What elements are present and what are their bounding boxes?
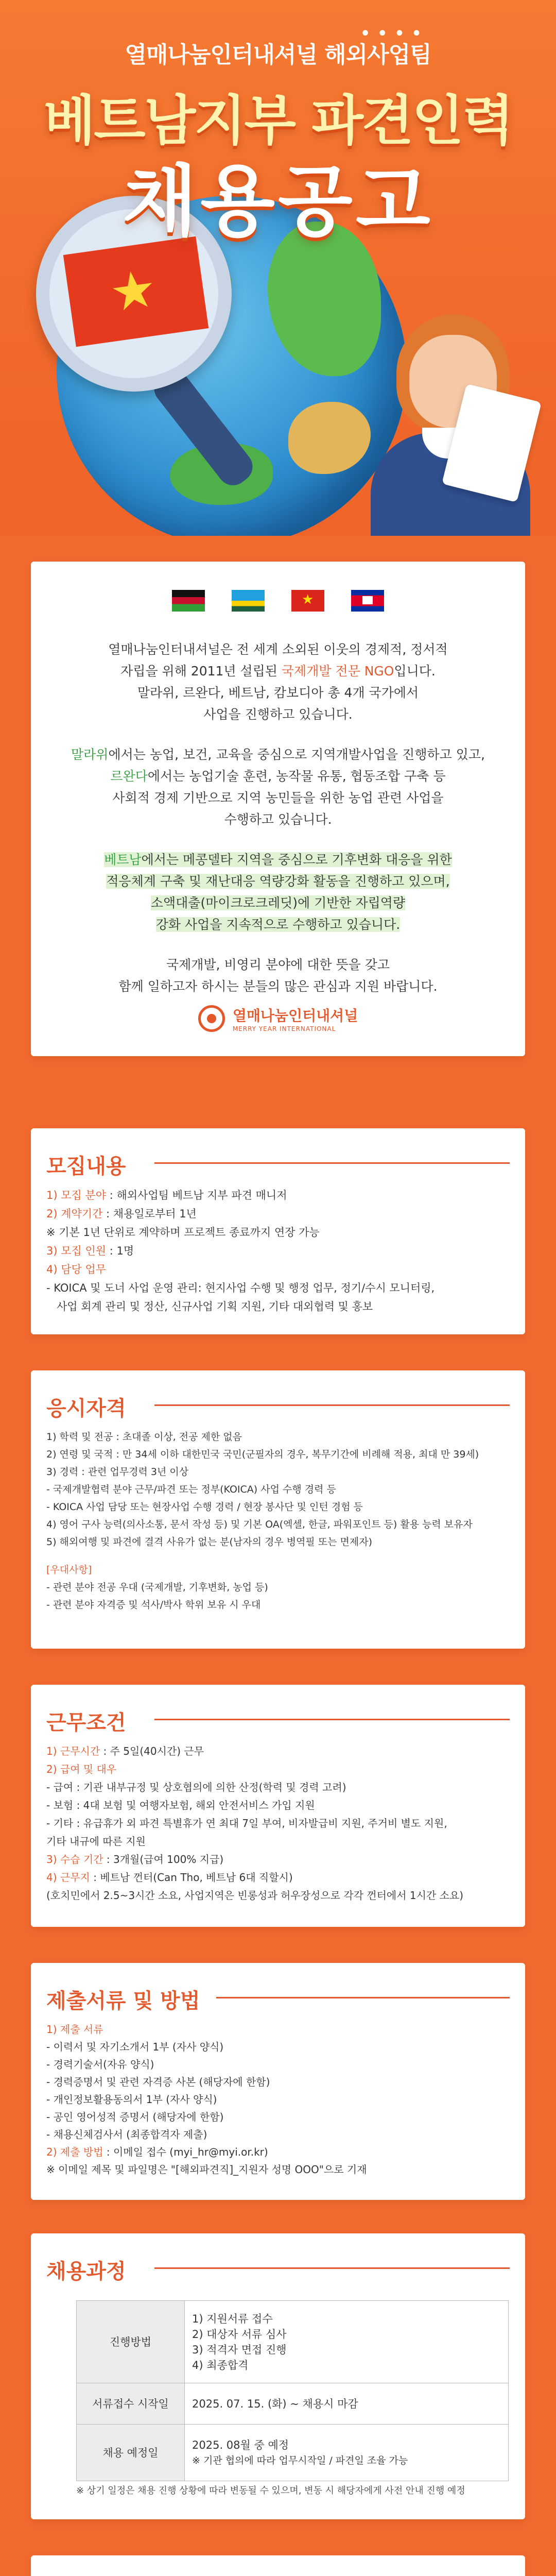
malawi-highlight: 말라위 (71, 747, 109, 762)
org-logo (31, 1005, 525, 1032)
intro-line: 수행하고 있습니다. (224, 812, 332, 827)
item-label: 3) 수습 기간 (46, 1853, 103, 1866)
table-cell (185, 2301, 509, 2383)
intro-line: 말라위, 르완다, 베트남, 캄보디아 총 4개 국가에서 (137, 685, 419, 700)
item-line: - 이력서 및 자기소개서 1부 (자사 양식) (46, 2041, 224, 2053)
item-label: 2) 제출 방법 (46, 2146, 103, 2158)
item-line: - 채용신체검사서 (최종합격자 제출) (46, 2128, 207, 2141)
item-line: - KOICA 사업 담당 또는 현장사업 수행 경력 / 현장 봉사단 및 인턴 경험 등 (46, 1501, 363, 1513)
intro-line: 자립을 위해 2011년 설립된 (120, 664, 282, 679)
item-label: 1) 제출 서류 (46, 2023, 103, 2036)
item-label: 2) 급여 및 대우 (46, 1763, 117, 1775)
country-flags (31, 590, 525, 612)
vietnam-flag-icon: ★ (63, 236, 209, 347)
item-label: 1) 모집 분야 (46, 1189, 107, 1201)
item-note: ※ 이메일 제목 및 파일명은 "[해외파견직]_지원자 성명 OOO"으로 기재 (46, 2163, 367, 2176)
item-label: 1) 근무시간 (46, 1745, 100, 1757)
item-label: 3) 모집 인원 (46, 1245, 107, 1257)
item-label: 2) 계약기간 (46, 1208, 103, 1220)
section-title: 제출서류 및 방법 (46, 1989, 200, 2013)
item-value: : 1명 (106, 1245, 134, 1257)
hero-org-text: 열매나눔인터내셔널 해외사업팀 (125, 42, 431, 68)
preference-title: [우대사항] (46, 1564, 92, 1575)
intro-line: 열매나눔인터내셔널은 전 세계 소외된 이웃의 경제적, 정서적 (108, 642, 448, 657)
date-note: ※ 기관 협의에 따라 업무시작일 / 파견일 조율 가능 (192, 2454, 408, 2466)
malawi-flag-icon (172, 590, 205, 612)
item-line: - 보험 : 4대 보험 및 여행자보험, 해외 안전서비스 가입 지원 (46, 1799, 315, 1811)
process-table (76, 2300, 509, 2481)
section-divider (154, 1404, 510, 1406)
item-value: : 채용일로부터 1년 (102, 1208, 197, 1220)
section-divider (216, 1997, 510, 1998)
step-line: 2) 대상자 서류 심사 (192, 2328, 287, 2341)
intro-line: 에서는 농업기술 훈련, 농작물 유통, 협동조합 구축 등 (147, 769, 446, 784)
section-title: 근무조건 (46, 1711, 126, 1735)
vietnam-highlight: 베트남 (104, 852, 142, 867)
process-note: ※ 상기 일정은 채용 진행 상황에 따라 변동될 수 있으며, 변동 시 해당자에게 사전 안내 진행 예정 (76, 2485, 465, 2496)
item-line: - 개인정보활용동의서 1부 (자사 양식) (46, 2093, 217, 2106)
step-line: 4) 최종합격 (192, 2359, 249, 2371)
item-line: 2) 연령 및 국적 : 만 34세 이하 대한민국 국민(군필자의 경우, 복무기간에 비례해 적용, 최대 만 39세) (46, 1449, 479, 1460)
hero-org (0, 25, 556, 69)
intro-line: 사업을 진행하고 있습니다. (203, 707, 353, 722)
item-line: - 공인 영어성적 증명서 (해당자에 한함) (46, 2111, 224, 2123)
section-divider (154, 1719, 510, 1720)
section-body (46, 1428, 515, 1614)
qualification-section (31, 1370, 525, 1649)
intro-paragraph (62, 639, 494, 725)
table-cell: 2025. 07. 15. (화) ~ 채용시 마감 (185, 2383, 509, 2425)
recruit-section (31, 1128, 525, 1334)
intro-line: 함께 일하고자 하시는 분들의 많은 관심과 지원 바랍니다. (118, 979, 438, 994)
item-line: - 관련 분야 자격증 및 석사/박사 학위 보유 시 우대 (46, 1599, 261, 1611)
etc-section (31, 2555, 525, 2576)
table-head: 진행방법 (77, 2301, 185, 2383)
item-label: 4) 근무지 (46, 1871, 90, 1884)
section-title: 응시자격 (46, 1397, 126, 1420)
item-value: : 베트남 껀터(Can Tho, 베트남 6대 직할시) (90, 1871, 293, 1884)
intro-line: 입니다. (394, 664, 436, 679)
rwanda-highlight: 르완다 (110, 769, 148, 784)
item-line: (호치민에서 2.5~3시간 소요, 사업지역은 빈롱성과 허우장성으로 각각 껀터에서 1시간 소요) (46, 1889, 464, 1902)
hero-title-line1: 베트남지부 파견인력 (43, 89, 513, 152)
logo-english: MERRY YEAR INTERNATIONAL (232, 1025, 336, 1032)
intro-line: 적응체계 구축 및 재난대응 역량강화 활동을 진행하고 있으며, (106, 874, 450, 889)
intro-paragraph (62, 744, 494, 831)
item-line: 사업 회계 관리 및 정산, 신규사업 기획 지원, 기타 대외협력 및 홍보 (57, 1300, 373, 1313)
cambodia-flag-icon (351, 590, 384, 612)
item-line: - 국제개발협력 분야 근무/파견 또는 정부(KOICA) 사업 수행 경력 등 (46, 1484, 336, 1495)
table-cell (185, 2425, 509, 2481)
section-title: 모집내용 (46, 1155, 126, 1178)
item-line: 1) 학력 및 전공 : 초대졸 이상, 전공 제한 없음 (46, 1431, 242, 1443)
item-line: - KOICA 및 도너 사업 운영 관리: 현지사업 수행 및 행정 업무, 정기/수시 모니터링, (46, 1282, 435, 1294)
intro-card (31, 562, 525, 1056)
item-line: 4) 영어 구사 능력(의사소통, 문서 작성 등) 및 기본 OA(엑셀, 한글, 파워포인트 등) 활용 능력 보유자 (46, 1519, 473, 1530)
item-line: 기타 내규에 따른 지원 (46, 1835, 146, 1848)
item-value: : 주 5일(40시간) 근무 (100, 1745, 204, 1757)
item-line: - 관련 분야 전공 우대 (국제개발, 기후변화, 농업 등) (46, 1582, 268, 1593)
ngo-highlight: 국제개발 전문 NGO (281, 664, 394, 679)
intro-line: 사회적 경제 기반으로 지역 농민들을 위한 농업 관련 사업을 (112, 790, 444, 805)
intro-line: 소액대출(마이크로크레딧)에 기반한 자립역량 (150, 895, 406, 910)
section-divider (154, 2267, 510, 2269)
logo-korean: 열매나눔인터내셔널 (232, 1007, 358, 1024)
work-conditions-section (31, 1685, 525, 1927)
fruit-logo-icon (198, 1005, 225, 1032)
item-line: 3) 경력 : 관련 업무경력 3년 이상 (46, 1466, 189, 1478)
step-line: 1) 지원서류 접수 (192, 2312, 273, 2325)
intro-line: 국제개발, 비영리 분야에 대한 뜻을 갖고 (166, 957, 390, 972)
email-value: : 이메일 접수 (myi_hr@myi.or.kr) (103, 2146, 268, 2158)
intro-paragraph (62, 849, 494, 936)
intro-text (62, 639, 494, 1016)
table-head: 서류접수 시작일 (77, 2383, 185, 2425)
item-line: - 급여 : 기관 내부규정 및 상호협의에 의한 산정(학력 및 경력 고려) (46, 1781, 346, 1793)
item-note: ※ 기본 1년 단위로 계약하며 프로젝트 종료까지 연장 가능 (46, 1226, 320, 1239)
intro-paragraph (62, 954, 494, 997)
hero-dots: •••• (360, 25, 429, 43)
intro-line: 강화 사업을 지속적으로 수행하고 있습니다. (155, 917, 401, 932)
item-line: - 경력증명서 및 관련 자격증 사본 (해당자에 한함) (46, 2076, 270, 2088)
section-title: 채용과정 (46, 2260, 126, 2283)
section-body (46, 1742, 515, 1905)
item-line: - 기타 : 유급휴가 외 파견 특별휴가 연 최대 7일 부여, 비자발급비 지원, 주거비 별도 지원, (46, 1817, 447, 1829)
table-row (77, 2301, 509, 2383)
documents-section (31, 1963, 525, 2200)
vietnam-flag-icon: ★ (291, 590, 324, 612)
process-section (31, 2233, 525, 2519)
table-head: 채용 예정일 (77, 2425, 185, 2481)
table-row (77, 2425, 509, 2481)
item-line: 5) 해외여행 및 파견에 결격 사유가 없는 분(남자의 경우 병역필 또는 면제자) (46, 1536, 373, 1548)
item-value: : 3개월(급여 100% 지급) (103, 1853, 224, 1866)
table-row (77, 2383, 509, 2425)
intro-line: 에서는 농업, 보건, 교육을 중심으로 지역개발사업을 진행하고 있고, (108, 747, 485, 762)
rwanda-flag-icon (232, 590, 265, 612)
step-line: 3) 적격자 면접 진행 (192, 2343, 287, 2356)
hero-title-line2: 채용공고 (123, 157, 433, 247)
hero-banner (0, 0, 556, 536)
item-label: 4) 담당 업무 (46, 1263, 107, 1276)
section-divider (154, 1162, 510, 1164)
section-body (46, 2021, 515, 2178)
date-line: 2025. 08월 중 예정 (192, 2438, 289, 2451)
intro-line: 에서는 메콩델타 지역을 중심으로 기후변화 대응을 위한 (141, 852, 452, 867)
section-body (46, 1186, 515, 1316)
item-value: : 해외사업팀 베트남 지부 파견 매니저 (106, 1189, 287, 1201)
item-line: - 경력기술서(자유 양식) (46, 2058, 154, 2071)
